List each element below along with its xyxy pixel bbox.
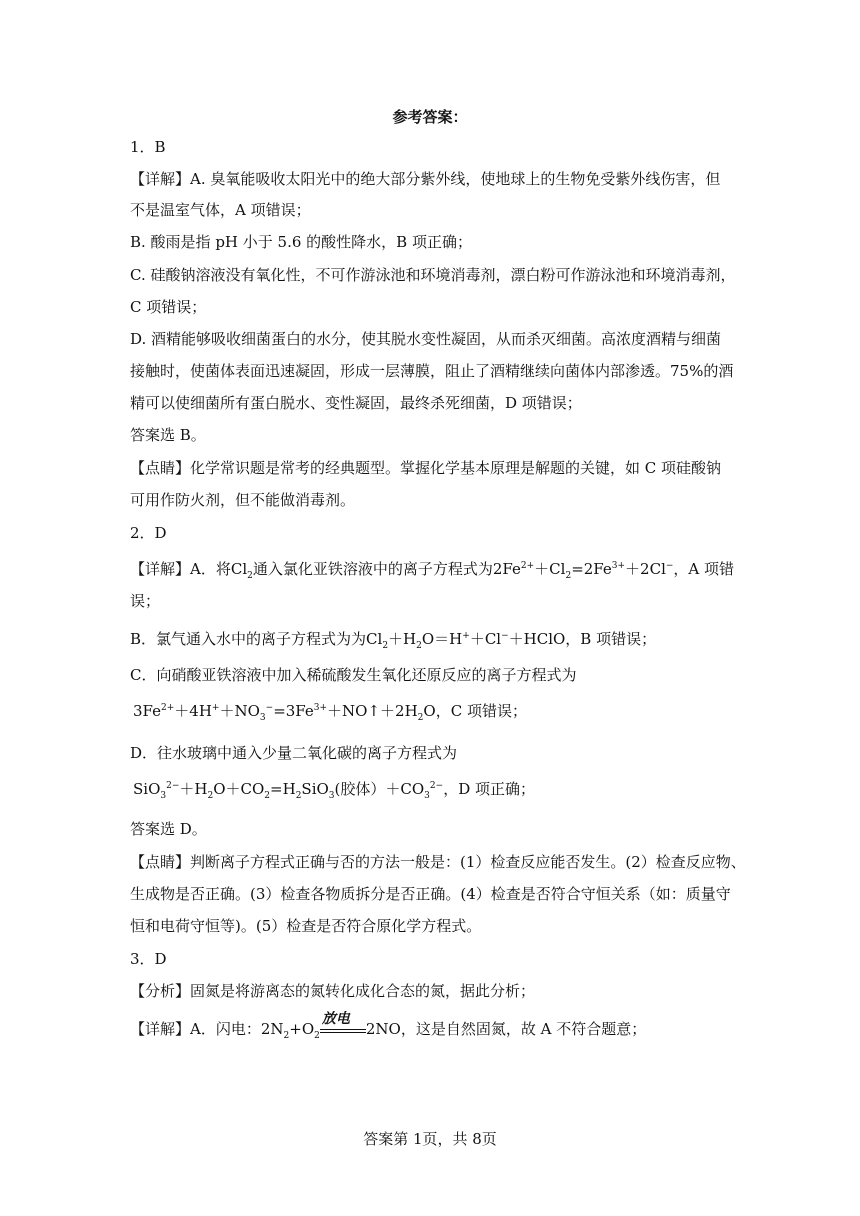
q2-detail-d-equation: $SiO_3^{2-}+H_2O+CO_2=H_2SiO_3$(胶体）$+CO_3^{2-}$，D 项正确； (133, 780, 535, 801)
q2-a-end: ，A 项错 (673, 560, 735, 578)
q2-note-line: 【点睛】判断离子方程式正确与否的方法一般是：(1）检查反应能否发生。(2）检查反应物、 (130, 853, 746, 871)
q2-detail-c-equation: $3Fe^{2+}+4H^++NO_3^-=3Fe^{3+}+NO↑+2H_2O$，C 项错误； (133, 702, 527, 723)
q2-answer: 答案选 D。 (130, 820, 207, 838)
q1-detail-line: B. 酸雨是指 pH 小于 5.6 的酸性降水，B 项正确； (130, 233, 472, 251)
q2-note-line: 生成物是否正确。(3）检查各物质拆分是否正确。(4）检查是否符合守恒关系（如：质量守 (130, 885, 731, 903)
q2-number: 2．D (130, 524, 167, 542)
q2-b-end: ，B 项错误； (565, 630, 657, 648)
q1-answer: 答案选 B。 (130, 426, 206, 444)
q2-d-colloid: (胶体） (334, 780, 386, 798)
q3-a-prefix: 【详解】A．闪电： (130, 1020, 261, 1038)
reaction-condition-label: 放电 (321, 1011, 350, 1027)
q1-number: 1．B (130, 138, 166, 156)
q3-a-end: ，这是自然固氮，故 A 不符合题意； (400, 1020, 647, 1038)
q2-c-end: ，C 项错误； (435, 702, 527, 720)
q1-detail-line: C. 硅酸钠溶液没有氧化性，不可作游泳池和环境消毒剂，漂白粉可作游泳池和环境消毒剂， (130, 266, 736, 284)
page-title: 参考答案： (392, 108, 468, 126)
q1-detail-line: D. 酒精能够吸收细菌蛋白的水分，使其脱水变性凝固，从而杀灭细菌。高浓度酒精与细菌 (130, 330, 722, 348)
q2-b-prefix: B．氯气通入水中的离子方程式为为 (130, 630, 367, 648)
q2-detail-b: B．氯气通入水中的离子方程式为为$Cl_2+H_2O=H^++Cl^-+HClO$，B 项错误； (130, 630, 657, 651)
q1-detail-line: 不是温室气体，A 项错误； (130, 201, 311, 219)
page-footer: 答案第 1页，共 8页 (363, 1130, 497, 1148)
q2-d-end: ，D 项正确； (443, 780, 535, 798)
q3-number: 3．D (130, 950, 167, 968)
q1-note-line: 可用作防火剂，但不能做消毒剂。 (130, 491, 356, 509)
q1-note-line: 【点睛】化学常识题是常考的经典题型。掌握化学基本原理是解题的关键，如 C 项硅酸钠 (130, 459, 722, 477)
q3-detail-a: 【详解】A．闪电：$2N_2+O_2$ 放电 2NO，这是自然固氮，故 A 不符合题意； (130, 1018, 646, 1039)
reaction-condition-arrow (320, 1011, 366, 1038)
q2-detail-d: D．往水玻璃中通入少量二氧化碳的离子方程式为 (130, 744, 458, 762)
q3-analysis: 【分析】固氮是将游离态的氮转化成化合态的氮，据此分析； (130, 982, 536, 1000)
q1-detail-line: 【详解】A. 臭氧能吸收太阳光中的绝大部分紫外线，使地球上的生物免受紫外线伤害，但 (130, 170, 721, 188)
q2-note-line: 恒和电荷守恒等)。(5）检查是否符合原化学方程式。 (130, 917, 482, 935)
q2-a-middle: 通入氯化亚铁溶液中的离子方程式为 (252, 560, 493, 578)
q2-detail-a: 【详解】A．将$Cl_2$通入氯化亚铁溶液中的离子方程式为$2Fe^{2+}+Cl_2=2Fe^{3+}+2Cl^-$，A 项错 (130, 560, 735, 581)
q2-detail-c: C．向硝酸亚铁溶液中加入稀硫酸发生氧化还原反应的离子方程式为 (130, 666, 577, 684)
q2-a-prefix: 【详解】A．将 (130, 560, 231, 578)
q1-detail-line: 接触时，使菌体表面迅速凝固，形成一层薄膜，阻止了酒精继续向菌体内部渗透。75%的酒 (130, 362, 734, 380)
q1-detail-line: C 项错误； (130, 298, 207, 316)
q1-detail-line: 精可以使细菌所有蛋白脱水、变性凝固，最终杀死细菌，D 项错误； (130, 394, 582, 412)
q2-detail-a-cont: 误； (130, 592, 161, 610)
